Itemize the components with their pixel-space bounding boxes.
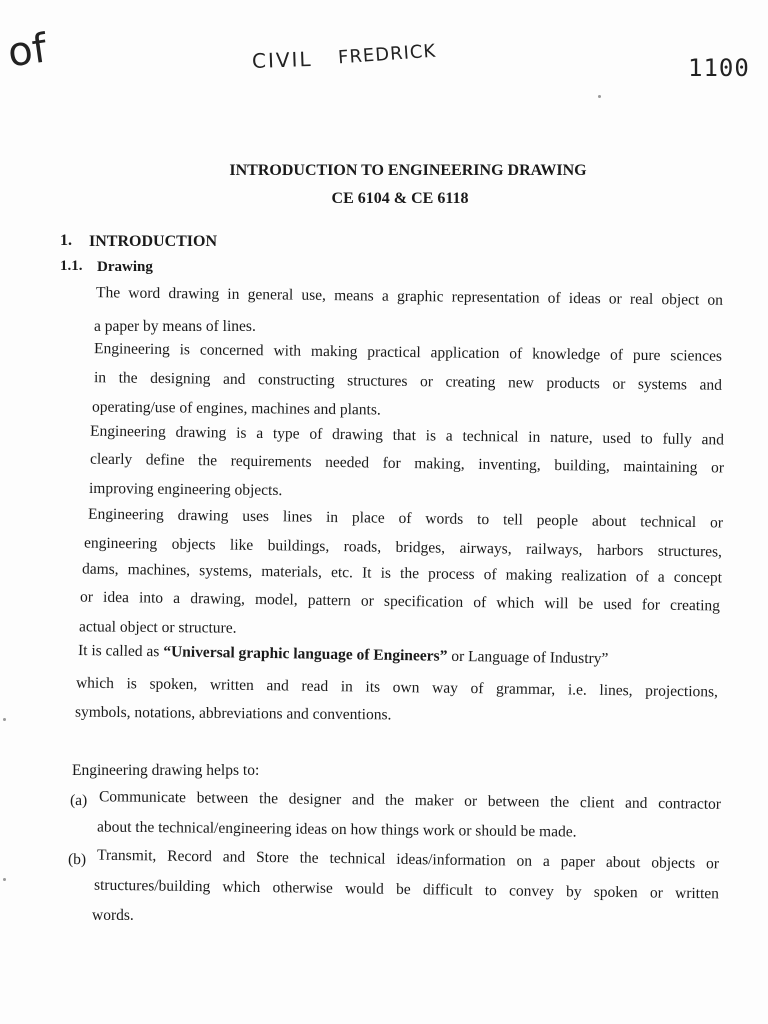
quote-tail: or Language of Industry” (447, 647, 609, 668)
paragraph-line (78, 643, 718, 669)
list-item-text: structures/building which otherwise would be difficult to convey by spoken or written (93, 876, 720, 903)
paragraph-line: symbols, notations, abbreviations and conventions. (74, 703, 392, 724)
list-item-label: (a) (69, 791, 88, 810)
paragraph-line: The word drawing in general use, means a graphic representation of ideas or real object on (95, 284, 724, 309)
scan-speck (3, 878, 6, 881)
paragraph-line: Engineering drawing uses lines in place of words to tell people about technical or (87, 505, 724, 532)
paragraph-line: a paper by means of lines. (94, 318, 256, 335)
paragraph-line: in the designing and constructing structures or creating new products or systems and (93, 369, 723, 394)
paragraph-line: operating/use of engines, machines and plants. (91, 398, 381, 419)
handwritten-civil: CIVIL (251, 46, 313, 74)
subsection-number: 1.1. (60, 258, 83, 274)
scan-speck (598, 95, 601, 98)
paragraph-line: which is spoken, written and read in its own way of grammar, i.e. lines, projections, (75, 674, 719, 701)
paragraph-line: dams, machines, systems, materials, etc. It is the process of making realization of a concept (81, 560, 723, 587)
section-number: 1. (60, 232, 72, 249)
list-item-text: words. (92, 907, 134, 924)
quote-emphasis: “Universal graphic language of Engineers” (163, 643, 448, 665)
document-title: INTRODUCTION TO ENGINEERING DRAWING (229, 162, 587, 179)
paragraph-line: or idea into a drawing, model, pattern or specification of which will be used for creating (79, 588, 721, 615)
course-codes: CE 6104 & CE 6118 (331, 190, 469, 207)
list-item-text: about the technical/engineering ideas on how things work or should be made. (96, 818, 577, 841)
scan-speck (3, 718, 6, 721)
handwritten-page-number: 1100 (688, 54, 750, 82)
paragraph-line: actual object or structure. (78, 618, 237, 637)
paragraph-line: clearly define the requirements needed for making, inventing, building, maintaining or (89, 450, 725, 477)
section-heading: INTRODUCTION (89, 233, 218, 250)
paragraph-line: Engineering is concerned with making practical application of knowledge of pure sciences (93, 340, 723, 365)
list-intro: Engineering drawing helps to: (72, 762, 260, 779)
paragraph-line: engineering objects like buildings, roads, bridges, airways, railways, harbors structures, (83, 534, 723, 561)
subsection-heading: Drawing (97, 259, 153, 275)
list-item-label: (b) (67, 850, 87, 869)
quote-lead: It is called as (77, 641, 164, 661)
list-item-text: Transmit, Record and Store the technical ideas/information on a paper about objects or (96, 846, 720, 873)
list-item-text: Communicate between the designer and the maker or between the client and contractor (98, 788, 722, 813)
handwritten-name: FREDRICK (337, 40, 437, 69)
paragraph-line: Engineering drawing is a type of drawing that is a technical in nature, used to fully and (89, 422, 725, 449)
handwritten-mark: of (4, 25, 50, 77)
paragraph-line: improving engineering objects. (88, 479, 283, 500)
